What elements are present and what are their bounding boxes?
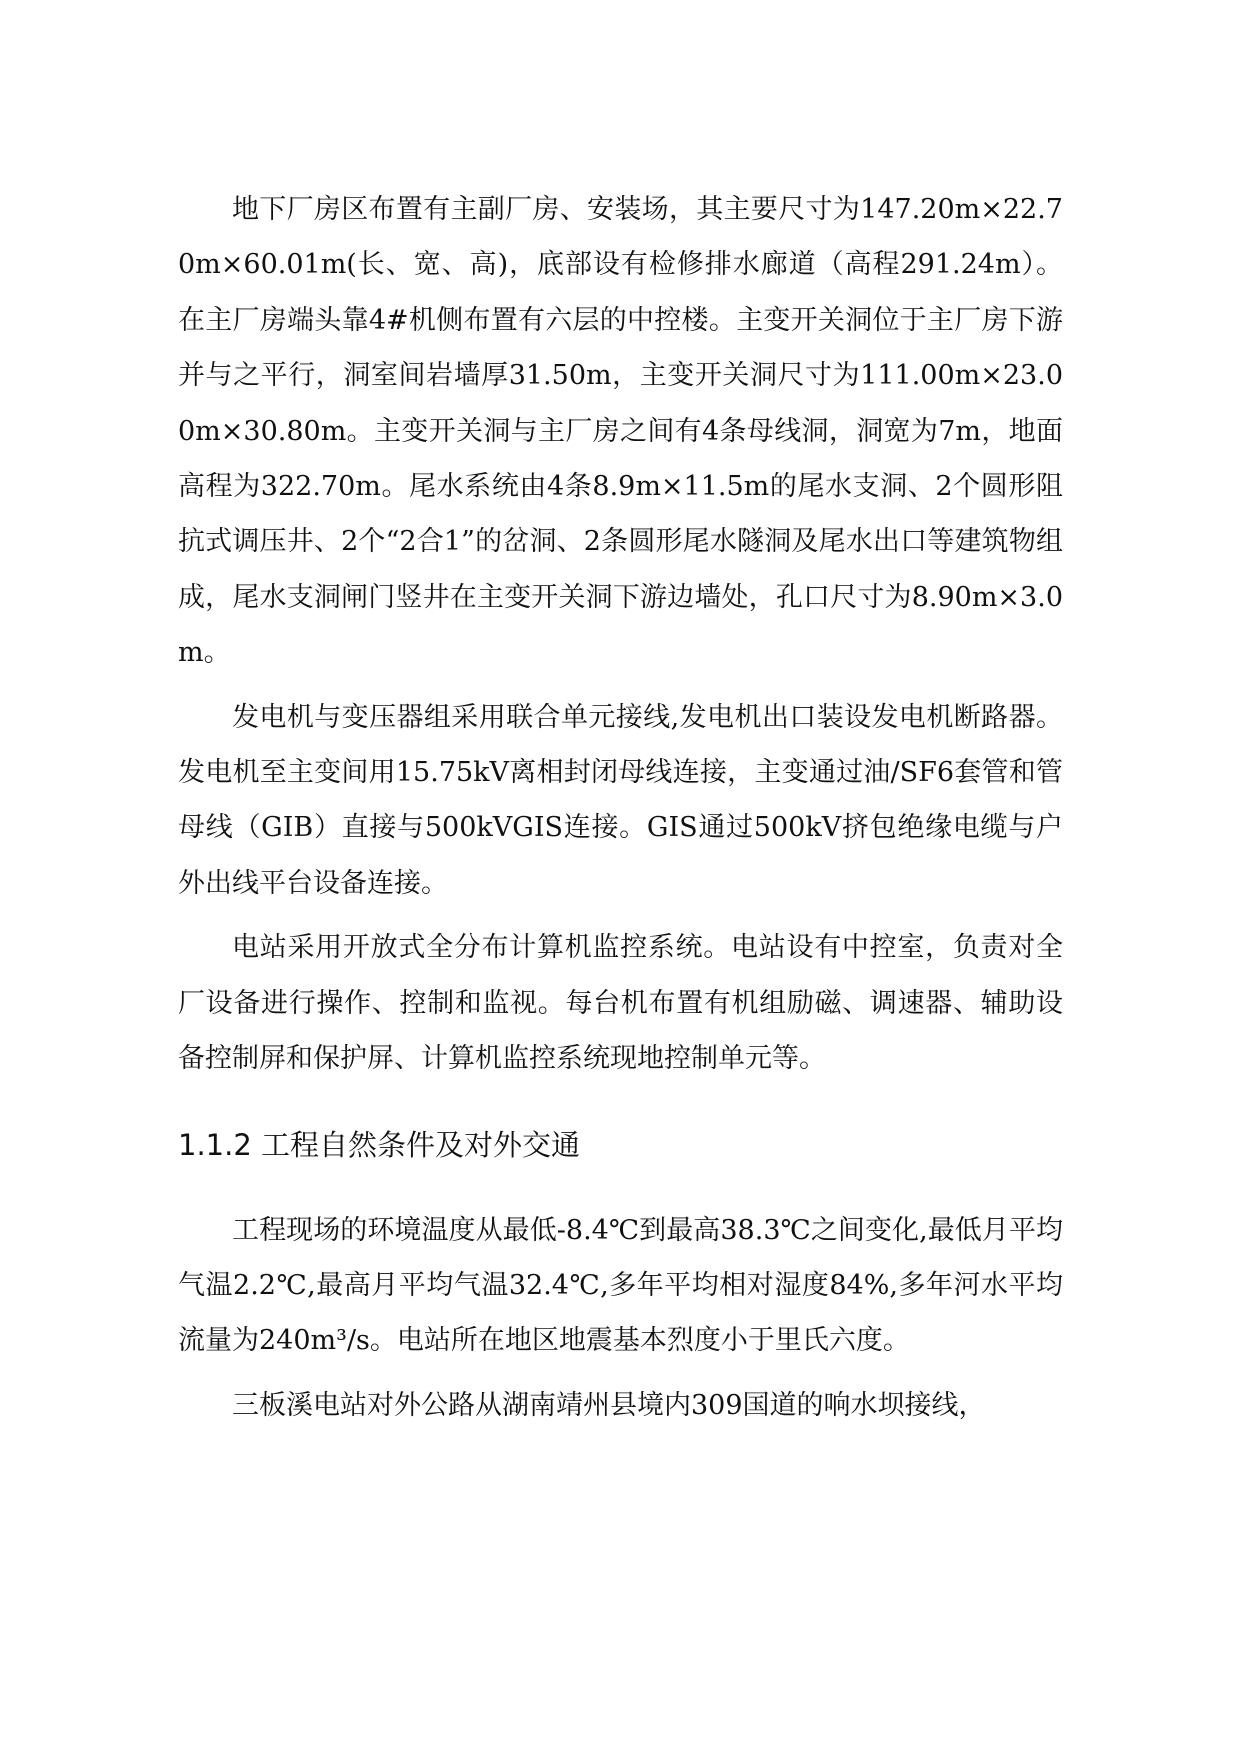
paragraph-access-road: 三板溪电站对外公路从湖南靖州县境内309国道的响水坝接线， (232, 1389, 986, 1421)
paragraph-monitoring-system: 电站采用开放式全分布计算机监控系统。电站设有中控室，负责对全厂设备进行操作、控制和监视。每台机布置有机组励磁、调速器、辅助设备控制屏和保护屏、计算机监控系统现地控制单元等。 (178, 932, 1063, 1075)
paragraph-climate: 工程现场的环境温度从最低-8.4℃到最高38.3℃之间变化,最低月平均气温2.2℃,最高月平均气温32.4℃,多年平均相对湿度84%,多年河水平均流量为240m³/s。电站所在地区地震基本烈度小于里氏六度。 (178, 1214, 1063, 1357)
document-body (178, 182, 1063, 1442)
paragraph-underground-powerhouse: 地下厂房区布置有主副厂房、安装场，其主要尺寸为147.20m×22.70m×60.01m(长、宽、高)，底部设有检修排水廊道（高程291.24m）。在主厂房端头靠4#机侧布置有六层的中控楼。主变开关洞位于主厂房下游并与之平行，洞室间岩墙厚31.50m，主变开关洞尺寸为111.00m×23.00m×30.80m。主变开关洞与主厂房之间有4条母线洞，洞宽为7m，地面高程为322.70m。尾水系统由4条8.9m×11.5m的尾水支洞、2个圆形阻抗式调压井、2个“2合1”的岔洞、2条圆形尾水隧洞及尾水出口等建筑物组成，尾水支洞闸门竖井在主变开关洞下游边墙处，孔口尺寸为8.90m×3.0m。 (178, 194, 1063, 669)
section-heading-natural-conditions: 1.1.2 工程自然条件及对外交通 (178, 1127, 581, 1162)
paragraph-generator-wiring: 发电机与变压器组采用联合单元接线,发电机出口装设发电机断路器。发电机至主变间用15.75kV离相封闭母线连接，主变通过油/SF6套管和管母线（GIB）直接与500kVGIS连接。GIS通过500kV挤包绝缘电缆与户外出线平台设备连接。 (178, 701, 1063, 899)
